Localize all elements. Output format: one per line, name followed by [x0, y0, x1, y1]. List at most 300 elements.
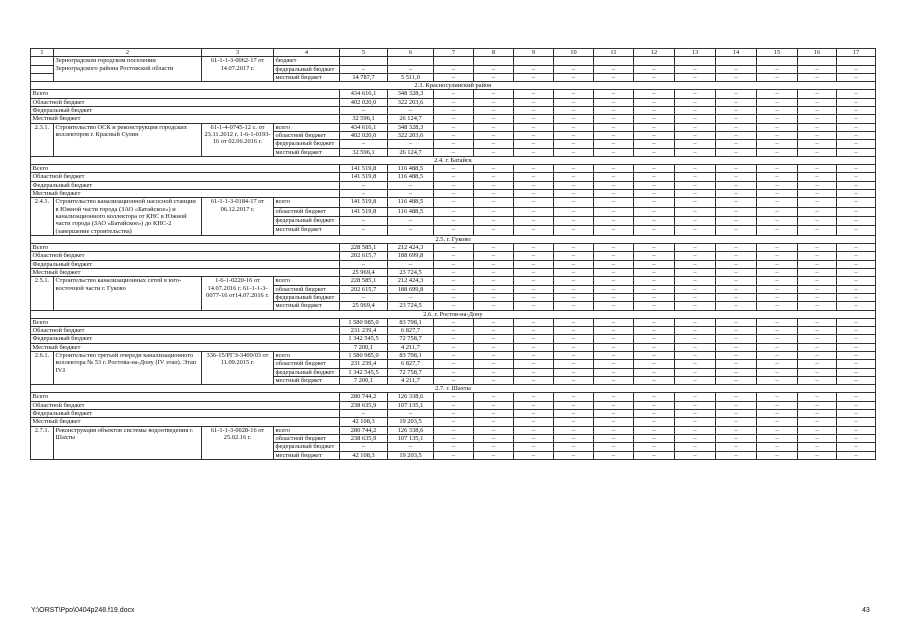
item-row-vsego: [31, 198, 876, 207]
total-label: Всего: [31, 90, 340, 98]
item-document: 1-6-1-0220-16 от 14.07.2016 г. 61-1-1-3-0077-16 от14.07.2016 г.: [202, 277, 274, 310]
value-cell: 42 108,3: [340, 451, 388, 459]
dash-cell: –: [798, 73, 837, 81]
dash-cell: –: [514, 277, 554, 285]
value-cell: 141 519,8: [340, 198, 388, 207]
item-number: 2.7.1.: [31, 426, 54, 459]
dash-cell: –: [716, 418, 757, 426]
dash-cell: –: [474, 335, 514, 343]
value-cell: 116 488,5: [388, 207, 434, 216]
dash-cell: –: [514, 269, 554, 277]
dash-cell: –: [798, 393, 837, 401]
dash-cell: –: [634, 207, 675, 216]
dash-cell: –: [634, 318, 675, 326]
dash-cell: –: [716, 451, 757, 459]
dash-cell: –: [474, 443, 514, 451]
dash-cell: –: [837, 140, 876, 148]
dash-cell: –: [757, 451, 798, 459]
dash-cell: –: [514, 107, 554, 115]
dash-cell: –: [474, 277, 514, 285]
dash-cell: –: [474, 148, 514, 156]
dash-cell: –: [594, 418, 634, 426]
dash-cell: –: [675, 269, 716, 277]
dash-cell: –: [434, 368, 474, 376]
section-total-row-mestny: [31, 343, 876, 351]
empty-cell: [757, 57, 798, 65]
value-cell: 188 699,8: [388, 285, 434, 293]
dash-cell: –: [474, 451, 514, 459]
dash-cell: –: [634, 351, 675, 359]
dash-cell: –: [634, 73, 675, 81]
dash-cell: –: [634, 360, 675, 368]
dash-cell: –: [514, 140, 554, 148]
dash-cell: –: [434, 98, 474, 106]
dash-cell: –: [675, 107, 716, 115]
dash-cell: –: [594, 90, 634, 98]
dash-cell: –: [716, 148, 757, 156]
value-cell: 228 585,1: [340, 244, 388, 252]
value-cell: –: [340, 190, 388, 198]
item-name: Строительство канализационной насосной станции в Южной части города (ЗАО «Батайское») и канализационного коллектора от КНС в Южной части города (ЗАО «Батайское») до КНС-2 (завершение строительства): [54, 198, 202, 235]
dash-cell: –: [716, 434, 757, 442]
dash-cell: –: [837, 107, 876, 115]
empty-cell: [634, 57, 675, 65]
empty-cell: [798, 57, 837, 65]
dash-cell: –: [554, 98, 594, 106]
dash-cell: –: [634, 443, 675, 451]
item-name: Зерноградском городском поселении Зерноградского района Ростовской области: [54, 57, 202, 82]
dash-cell: –: [757, 335, 798, 343]
dash-cell: –: [757, 165, 798, 173]
dash-cell: –: [757, 140, 798, 148]
dash-cell: –: [757, 107, 798, 115]
section-total-row-mestny: [31, 190, 876, 198]
dash-cell: –: [634, 148, 675, 156]
dash-cell: –: [594, 226, 634, 235]
dash-cell: –: [474, 244, 514, 252]
value-cell: –: [388, 443, 434, 451]
dash-cell: –: [554, 343, 594, 351]
dash-cell: –: [675, 426, 716, 434]
dash-cell: –: [514, 360, 554, 368]
section-total-row-oblastnoy: [31, 252, 876, 260]
dash-cell: –: [634, 123, 675, 131]
dash-cell: –: [554, 173, 594, 181]
section-total-row-oblastnoy: [31, 401, 876, 409]
dash-cell: –: [554, 434, 594, 442]
dash-cell: –: [474, 269, 514, 277]
dash-cell: –: [675, 207, 716, 216]
column-number: 17: [837, 49, 876, 57]
value-cell: 83 798,1: [388, 318, 434, 326]
dash-cell: –: [594, 260, 634, 268]
dash-cell: –: [514, 443, 554, 451]
dash-cell: –: [675, 73, 716, 81]
dash-cell: –: [634, 410, 675, 418]
value-cell: 1 342 545,5: [340, 335, 388, 343]
item-number: [31, 73, 54, 81]
dash-cell: –: [474, 410, 514, 418]
dash-cell: –: [837, 173, 876, 181]
dash-cell: –: [514, 285, 554, 293]
dash-cell: –: [837, 376, 876, 384]
dash-cell: –: [757, 148, 798, 156]
dash-cell: –: [554, 418, 594, 426]
dash-cell: –: [757, 73, 798, 81]
total-label: Областной бюджет: [31, 173, 340, 181]
dash-cell: –: [798, 418, 837, 426]
dash-cell: –: [594, 115, 634, 123]
dash-cell: –: [514, 426, 554, 434]
value-cell: 4 211,7: [388, 376, 434, 384]
dash-cell: –: [675, 327, 716, 335]
dash-cell: –: [634, 343, 675, 351]
dash-cell: –: [634, 260, 675, 268]
dash-cell: –: [675, 418, 716, 426]
dash-cell: –: [716, 181, 757, 189]
value-cell: –: [388, 107, 434, 115]
dash-cell: –: [594, 173, 634, 181]
dash-cell: –: [594, 376, 634, 384]
value-cell: 6 827,7: [388, 327, 434, 335]
dash-cell: –: [434, 107, 474, 115]
dash-cell: –: [675, 140, 716, 148]
dash-cell: –: [634, 327, 675, 335]
dash-cell: –: [554, 376, 594, 384]
dash-cell: –: [594, 269, 634, 277]
dash-cell: –: [798, 443, 837, 451]
dash-cell: –: [837, 318, 876, 326]
value-cell: 42 108,3: [340, 418, 388, 426]
dash-cell: –: [798, 131, 837, 139]
dash-cell: –: [675, 217, 716, 226]
dash-cell: –: [434, 173, 474, 181]
empty-cell: [594, 57, 634, 65]
dash-cell: –: [634, 107, 675, 115]
item-row-vsego: [31, 351, 876, 359]
dash-cell: –: [434, 426, 474, 434]
source-label: федеральный бюджет: [274, 293, 340, 301]
dash-cell: –: [634, 65, 675, 73]
dash-cell: –: [594, 140, 634, 148]
dash-cell: –: [594, 181, 634, 189]
dash-cell: –: [634, 90, 675, 98]
dash-cell: –: [798, 318, 837, 326]
dash-cell: –: [474, 434, 514, 442]
dash-cell: –: [474, 318, 514, 326]
dash-cell: –: [798, 410, 837, 418]
dash-cell: –: [716, 131, 757, 139]
dash-cell: –: [434, 148, 474, 156]
dash-cell: –: [716, 226, 757, 235]
dash-cell: –: [837, 302, 876, 310]
header-row: [31, 49, 876, 57]
dash-cell: –: [716, 252, 757, 260]
column-number: 15: [757, 49, 798, 57]
dash-cell: –: [798, 173, 837, 181]
dash-cell: –: [798, 123, 837, 131]
item-row-vsego: [31, 426, 876, 434]
dash-cell: –: [434, 443, 474, 451]
dash-cell: –: [594, 252, 634, 260]
section-total-row-vsego: [31, 244, 876, 252]
dash-cell: –: [798, 426, 837, 434]
dash-cell: –: [716, 410, 757, 418]
dash-cell: –: [594, 165, 634, 173]
dash-cell: –: [514, 98, 554, 106]
dash-cell: –: [634, 434, 675, 442]
dash-cell: –: [474, 360, 514, 368]
dash-cell: –: [554, 207, 594, 216]
dash-cell: –: [594, 107, 634, 115]
dash-cell: –: [716, 217, 757, 226]
dash-cell: –: [434, 90, 474, 98]
dash-cell: –: [634, 285, 675, 293]
dash-cell: –: [798, 293, 837, 301]
dash-cell: –: [675, 131, 716, 139]
dash-cell: –: [434, 285, 474, 293]
section-title-row: [31, 82, 876, 90]
dash-cell: –: [716, 140, 757, 148]
dash-cell: –: [675, 148, 716, 156]
section-title: 2.4. г. Батайск: [31, 156, 876, 164]
column-number: 11: [594, 49, 634, 57]
dash-cell: –: [798, 148, 837, 156]
item-number: [31, 65, 54, 73]
dash-cell: –: [837, 115, 876, 123]
dash-cell: –: [837, 131, 876, 139]
dash-cell: –: [474, 115, 514, 123]
dash-cell: –: [675, 335, 716, 343]
dash-cell: –: [434, 351, 474, 359]
dash-cell: –: [594, 73, 634, 81]
dash-cell: –: [716, 207, 757, 216]
dash-cell: –: [514, 343, 554, 351]
dash-cell: –: [514, 90, 554, 98]
value-cell: –: [388, 293, 434, 301]
value-cell: 280 744,2: [340, 426, 388, 434]
dash-cell: –: [675, 277, 716, 285]
dash-cell: –: [837, 165, 876, 173]
value-cell: –: [388, 410, 434, 418]
value-cell: 231 239,4: [340, 327, 388, 335]
dash-cell: –: [554, 351, 594, 359]
dash-cell: –: [675, 434, 716, 442]
dash-cell: –: [554, 90, 594, 98]
dash-cell: –: [554, 107, 594, 115]
dash-cell: –: [554, 73, 594, 81]
dash-cell: –: [757, 426, 798, 434]
item-number: 2.6.1.: [31, 351, 54, 384]
dash-cell: –: [798, 376, 837, 384]
section-total-row-mestny: [31, 418, 876, 426]
dash-cell: –: [634, 131, 675, 139]
dash-cell: –: [554, 368, 594, 376]
dash-cell: –: [757, 360, 798, 368]
column-number: 1: [31, 49, 54, 57]
section-total-row-mestny: [31, 115, 876, 123]
dash-cell: –: [434, 376, 474, 384]
value-cell: 1 342 545,5: [340, 368, 388, 376]
dash-cell: –: [757, 343, 798, 351]
dash-cell: –: [554, 269, 594, 277]
dash-cell: –: [594, 302, 634, 310]
dash-cell: –: [434, 360, 474, 368]
dash-cell: –: [716, 123, 757, 131]
dash-cell: –: [554, 360, 594, 368]
dash-cell: –: [716, 302, 757, 310]
dash-cell: –: [514, 351, 554, 359]
column-number: 6: [388, 49, 434, 57]
dash-cell: –: [514, 65, 554, 73]
column-number: 14: [716, 49, 757, 57]
dash-cell: –: [634, 165, 675, 173]
total-label: Местный бюджет: [31, 190, 340, 198]
dash-cell: –: [514, 115, 554, 123]
dash-cell: –: [554, 252, 594, 260]
dash-cell: –: [675, 360, 716, 368]
dash-cell: –: [798, 98, 837, 106]
dash-cell: –: [675, 451, 716, 459]
dash-cell: –: [798, 368, 837, 376]
dash-cell: –: [594, 434, 634, 442]
dash-cell: –: [716, 98, 757, 106]
dash-cell: –: [594, 327, 634, 335]
dash-cell: –: [757, 285, 798, 293]
dash-cell: –: [757, 393, 798, 401]
footer-file-path: Y:\ORST\Ppo\0404p248.f19.docx: [31, 607, 135, 614]
dash-cell: –: [798, 65, 837, 73]
dash-cell: –: [798, 360, 837, 368]
column-number: 9: [514, 49, 554, 57]
dash-cell: –: [474, 131, 514, 139]
dash-cell: –: [716, 260, 757, 268]
dash-cell: –: [514, 207, 554, 216]
section-total-row-mestny: [31, 269, 876, 277]
dash-cell: –: [716, 335, 757, 343]
dash-cell: –: [798, 181, 837, 189]
value-cell: 280 744,2: [340, 393, 388, 401]
source-label: бюджет: [274, 57, 340, 65]
value-cell: 72 758,7: [388, 368, 434, 376]
dash-cell: –: [634, 140, 675, 148]
dash-cell: –: [837, 181, 876, 189]
dash-cell: –: [757, 260, 798, 268]
total-label: Всего: [31, 165, 340, 173]
value-cell: 348 328,3: [388, 90, 434, 98]
value-cell: –: [340, 140, 388, 148]
dash-cell: –: [634, 252, 675, 260]
dash-cell: –: [716, 293, 757, 301]
dash-cell: –: [554, 190, 594, 198]
dash-cell: –: [798, 260, 837, 268]
value-cell: –: [388, 226, 434, 235]
source-label: федеральный бюджет: [274, 217, 340, 226]
section-title-row: [31, 385, 876, 393]
dash-cell: –: [514, 217, 554, 226]
dash-cell: –: [798, 226, 837, 235]
dash-cell: –: [675, 285, 716, 293]
dash-cell: –: [675, 293, 716, 301]
item-document: 61-1-4-0745-12 с. от 23.11.2012 г. 1-6-1-0193-16 от 02.06.2016 г.: [202, 123, 274, 156]
empty-cell: [474, 57, 514, 65]
dash-cell: –: [757, 98, 798, 106]
dash-cell: –: [757, 207, 798, 216]
dash-cell: –: [554, 318, 594, 326]
value-cell: 1 580 985,0: [340, 318, 388, 326]
dash-cell: –: [757, 418, 798, 426]
dash-cell: –: [716, 443, 757, 451]
dash-cell: –: [757, 293, 798, 301]
dash-cell: –: [757, 226, 798, 235]
dash-cell: –: [594, 244, 634, 252]
dash-cell: –: [634, 115, 675, 123]
dash-cell: –: [798, 217, 837, 226]
dash-cell: –: [757, 410, 798, 418]
value-cell: 19 203,5: [388, 418, 434, 426]
dash-cell: –: [757, 277, 798, 285]
dash-cell: –: [837, 401, 876, 409]
dash-cell: –: [634, 376, 675, 384]
source-label: всего: [274, 351, 340, 359]
dash-cell: –: [474, 90, 514, 98]
dash-cell: –: [716, 165, 757, 173]
dash-cell: –: [514, 368, 554, 376]
dash-cell: –: [837, 73, 876, 81]
value-cell: 238 635,9: [340, 401, 388, 409]
dash-cell: –: [434, 226, 474, 235]
dash-cell: –: [837, 343, 876, 351]
dash-cell: –: [634, 269, 675, 277]
item-number: 2.3.1.: [31, 123, 54, 156]
dash-cell: –: [675, 65, 716, 73]
dash-cell: –: [757, 318, 798, 326]
dash-cell: –: [434, 401, 474, 409]
section-title: 2.7. г. Шахты: [31, 385, 876, 393]
dash-cell: –: [594, 98, 634, 106]
dash-cell: –: [514, 252, 554, 260]
dash-cell: –: [675, 123, 716, 131]
dash-cell: –: [634, 244, 675, 252]
dash-cell: –: [554, 293, 594, 301]
total-label: Областной бюджет: [31, 401, 340, 409]
dash-cell: –: [634, 302, 675, 310]
dash-cell: –: [675, 302, 716, 310]
dash-cell: –: [434, 434, 474, 442]
dash-cell: –: [757, 434, 798, 442]
dash-cell: –: [675, 318, 716, 326]
dash-cell: –: [474, 327, 514, 335]
column-number: 3: [202, 49, 274, 57]
dash-cell: –: [514, 293, 554, 301]
dash-cell: –: [716, 107, 757, 115]
dash-cell: –: [634, 335, 675, 343]
total-label: Областной бюджет: [31, 327, 340, 335]
dash-cell: –: [594, 217, 634, 226]
section-total-row-federalny: [31, 107, 876, 115]
dash-cell: –: [594, 343, 634, 351]
value-cell: –: [388, 140, 434, 148]
dash-cell: –: [434, 244, 474, 252]
dash-cell: –: [837, 65, 876, 73]
value-cell: 5 511,0: [388, 73, 434, 81]
dash-cell: –: [474, 190, 514, 198]
dash-cell: –: [716, 73, 757, 81]
dash-cell: –: [634, 426, 675, 434]
dash-cell: –: [434, 252, 474, 260]
dash-cell: –: [474, 285, 514, 293]
dash-cell: –: [837, 244, 876, 252]
